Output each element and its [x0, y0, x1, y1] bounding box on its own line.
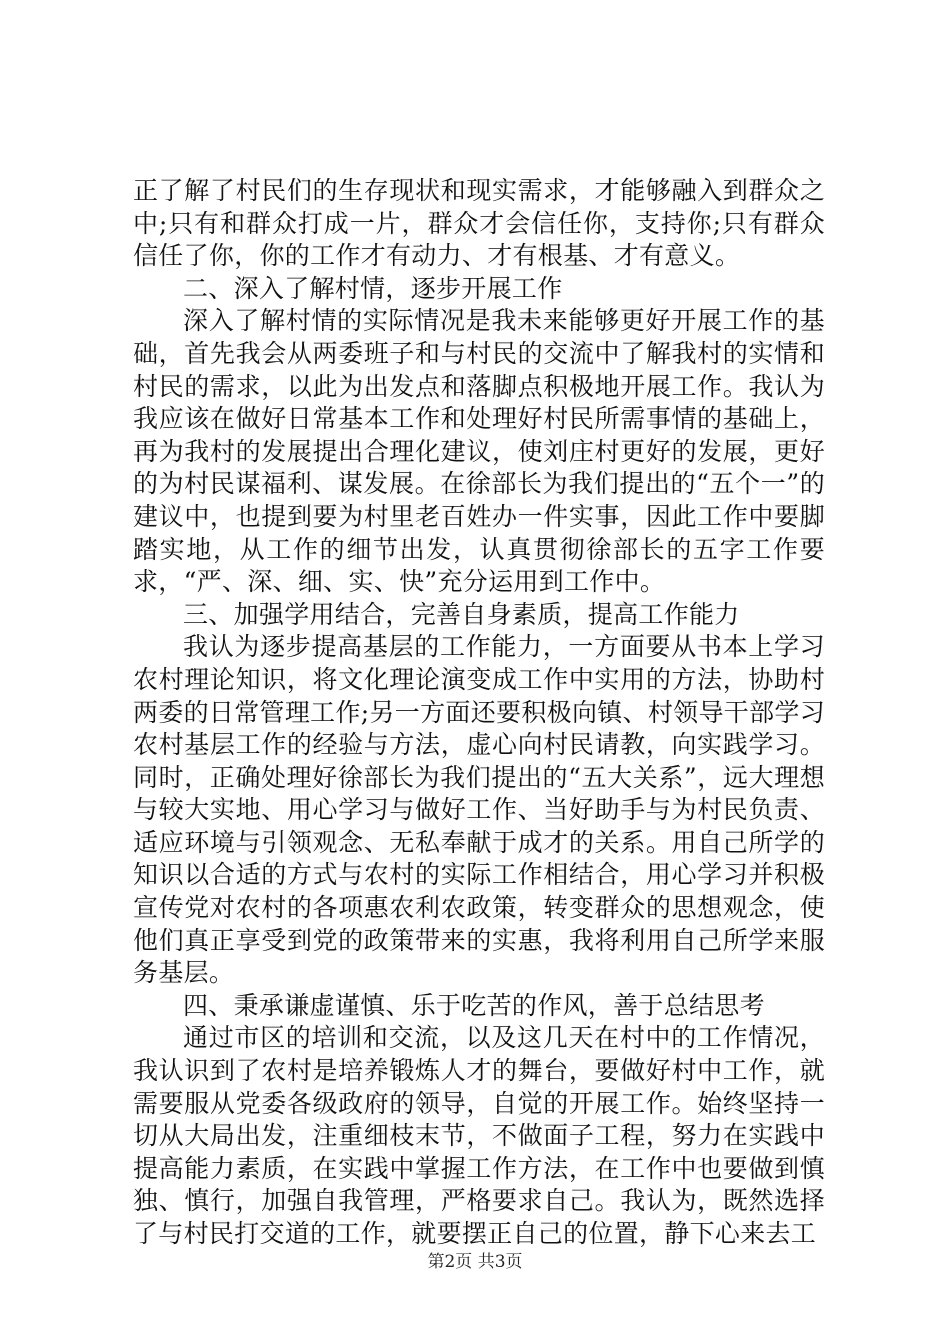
body-paragraph-2: 深入了解村情的实际情况是我未来能够更好开展工作的基础，首先我会从两委班子和与村民的交流中了解我村的实情和村民的需求，以此为出发点和落脚点积极地开展工作。我认为我应该在做好日常基本工作和处理好村民所需事情的基础上，再为我村的发展提出合理化建议，使刘庄村更好的发展，更好的为村民谋福利、谋发展。在徐部长为我们提出的“五个一”的建议中，也提到要为村里老百姓办一件实事，因此工作中要脚踏实地，从工作的细节出发，认真贯彻徐部长的五字工作要求，“严、深、细、实、快”充分运用到工作中。: [133, 306, 825, 597]
page-number-footer: 第2页 共3页: [427, 1252, 523, 1272]
section-heading-3: 三、加强学用结合，完善自身素质，提高工作能力: [183, 599, 740, 629]
body-paragraph-3: 我认为逐步提高基层的工作能力，一方面要从书本上学习农村理论知识，将文化理论演变成工作中实用的方法，协助村两委的日常管理工作;另一方面还要积极向镇、村领导干部学习农村基层工作的经验与方法，虚心向村民请教，向实践学习。同时，正确处理好徐部长为我们提出的“五大关系”，远大理想与较大实地、用心学习与做好工作、当好助手与为村民负责、适应环境与引领观念、无私奉献于成才的关系。用自己所学的知识以合适的方式与农村的实际工作相结合，用心学习并积极宣传党对农村的各项惠农利农政策，转变群众的思想观念，使他们真正享受到党的政策带来的实惠，我将利用自己所学来服务基层。: [133, 632, 825, 988]
paragraph-continuation: 正了解了村民们的生存现状和现实需求，才能够融入到群众之中;只有和群众打成一片，群众才会信任你，支持你;只有群众信任了你，你的工作才有动力、才有根基、才有意义。: [133, 176, 825, 271]
section-heading-2: 二、深入了解村情，逐步开展工作: [183, 273, 563, 303]
document-body: [133, 175, 825, 1251]
body-paragraph-4: 通过市区的培训和交流，以及这几天在村中的工作情况，我认识到了农村是培养锻炼人才的舞台，要做好村中工作，就需要服从党委各级政府的领导，自觉的开展工作。始终坚持一切从大局出发，注重细枝末节，不做面子工程，努力在实践中提高能力素质，在实践中掌握工作方法，在工作中也要做到慎独、慎行，加强自我管理，严格要求自己。我认为，既然选择了与村民打交道的工作，就要摆正自己的位置，静下心来去工: [133, 1023, 825, 1248]
section-heading-4: 四、秉承谦虚谨慎、乐于吃苦的作风，善于总结思考: [183, 990, 765, 1020]
